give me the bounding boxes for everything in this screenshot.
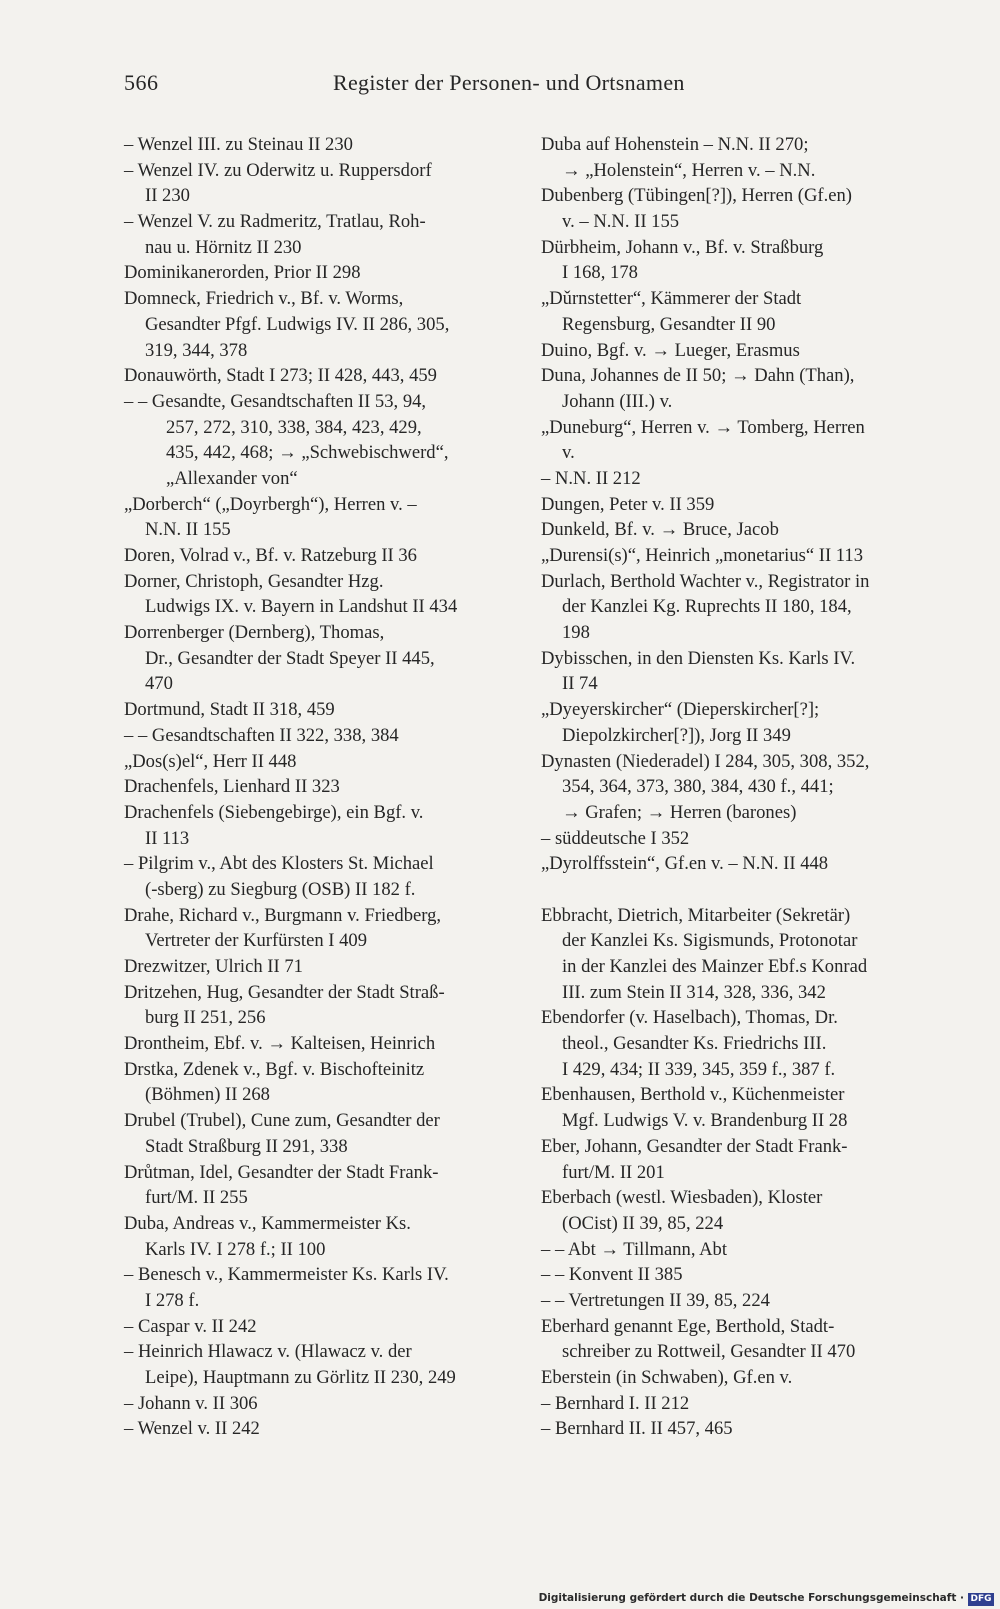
index-entry-line: Durlach, Berthold Wachter v., Registrator in — [541, 570, 870, 592]
index-continuation-line: furt/M. II 255 — [145, 1187, 248, 1209]
index-entry-line: Duino, Bgf. v. → Lueger, Erasmus — [541, 339, 800, 361]
index-entry-line: Drachenfels (Siebengebirge), ein Bgf. v. — [124, 801, 424, 823]
index-continuation-line: Johann (III.) v. — [562, 390, 673, 412]
index-entry-line: – Pilgrim v., Abt des Klosters St. Michael — [124, 853, 434, 875]
index-entry-line: „Dos(s)el“, Herr II 448 — [124, 750, 297, 772]
index-continuation-line: → „Holenstein“, Herren v. – N.N. — [562, 159, 816, 181]
index-entry-line: – Wenzel V. zu Radmeritz, Tratlau, Roh- — [124, 211, 426, 233]
index-entry-line: „Duneburg“, Herren v. → Tomberg, Herren — [541, 416, 865, 438]
index-continuation-line: Mgf. Ludwigs V. v. Brandenburg II 28 — [562, 1110, 848, 1132]
index-continuation-line: Vertreter der Kurfürsten I 409 — [145, 930, 367, 952]
index-entry-line: – Wenzel IV. zu Oderwitz u. Ruppersdorf — [124, 159, 432, 181]
index-continuation-line: „Allexander von“ — [166, 467, 298, 489]
index-entry-line: Drontheim, Ebf. v. → Kalteisen, Heinrich — [124, 1033, 436, 1055]
index-entry-line: Domneck, Friedrich v., Bf. v. Worms, — [124, 288, 404, 310]
index-entry-line: Duba auf Hohenstein – N.N. II 270; — [541, 134, 809, 155]
index-entry-line: – Wenzel III. zu Steinau II 230 — [124, 134, 353, 155]
index-entry-line: – Heinrich Hlawacz v. (Hlawacz v. der — [124, 1341, 412, 1363]
index-continuation-line: burg II 251, 256 — [145, 1007, 266, 1029]
index-continuation-line: I 278 f. — [145, 1289, 200, 1311]
index-continuation-line: → Grafen; → Herren (barones) — [562, 801, 797, 823]
index-entry-line: Drahe, Richard v., Burgmann v. Friedberg, — [124, 904, 442, 926]
index-entry-line: Ebenhausen, Berthold v., Küchenmeister — [541, 1084, 845, 1106]
index-continuation-line: N.N. II 155 — [145, 519, 231, 541]
index-continuation-line: Gesandter Pfgf. Ludwigs IV. II 286, 305, — [145, 313, 450, 335]
index-continuation-line: (-sberg) zu Siegburg (OSB) II 182 f. — [145, 878, 416, 900]
index-entry-line: Ebendorfer (v. Haselbach), Thomas, Dr. — [541, 1007, 838, 1029]
index-continuation-line: furt/M. II 201 — [562, 1161, 665, 1183]
index-continuation-line: 435, 442, 468; → „Schwebischwerd“, — [166, 442, 449, 464]
index-continuation-line: I 429, 434; II 339, 345, 359 f., 387 f. — [562, 1058, 836, 1080]
index-entry-line: Eberbach (westl. Wiesbaden), Kloster — [541, 1187, 823, 1209]
index-entry-line: „Dorberch“ („Doyrbergh“), Herren v. – — [124, 493, 417, 515]
index-entry-line: Dungen, Peter v. II 359 — [541, 493, 715, 515]
page-header — [0, 70, 1000, 110]
index-entry-line: – – Gesandtschaften II 322, 338, 384 — [124, 724, 399, 746]
index-continuation-line: (Böhmen) II 268 — [145, 1084, 270, 1106]
index-continuation-line: v. – N.N. II 155 — [562, 211, 680, 233]
index-entry-line: Duna, Johannes de II 50; → Dahn (Than), — [541, 365, 855, 387]
index-entry-line: Dominikanerorden, Prior II 298 — [124, 262, 361, 284]
section-gap — [541, 877, 936, 903]
index-entry-line: Dürbheim, Johann v., Bf. v. Straßburg — [541, 236, 824, 258]
index-entry-line: – Johann v. II 306 — [124, 1392, 258, 1414]
index-continuation-line: III. zum Stein II 314, 328, 336, 342 — [562, 981, 826, 1003]
index-continuation-line: II 74 — [562, 673, 598, 695]
index-continuation-line: schreiber zu Rottweil, Gesandter II 470 — [562, 1341, 856, 1363]
index-continuation-line: in der Kanzlei des Mainzer Ebf.s Konrad — [562, 956, 868, 977]
index-entry-line: – Wenzel v. II 242 — [124, 1418, 260, 1440]
index-continuation-line: 198 — [562, 622, 590, 644]
index-entry-line: – – Vertretungen II 39, 85, 224 — [541, 1289, 770, 1311]
index-continuation-line: 470 — [145, 673, 173, 695]
index-entry-line: Eberstein (in Schwaben), Gf.en v. — [541, 1367, 793, 1388]
index-entry-line: „Dyeyerskircher“ (Dieperskircher[?]; — [541, 699, 820, 721]
dfg-logo: DFG — [968, 1593, 994, 1606]
index-entry-line: Drůtman, Idel, Gesandter der Stadt Frank- — [124, 1161, 439, 1183]
index-entry-line: „Dyrolffsstein“, Gf.en v. – N.N. II 448 — [541, 853, 829, 875]
index-entry-line: Eber, Johann, Gesandter der Stadt Frank- — [541, 1135, 848, 1157]
index-continuation-line: I 168, 178 — [562, 262, 638, 284]
index-continuation-line: Karls IV. I 278 f.; II 100 — [145, 1238, 326, 1260]
index-continuation-line: II 230 — [145, 185, 190, 207]
index-entry-line: – Bernhard II. II 457, 465 — [541, 1418, 733, 1440]
index-continuation-line: Diepolzkircher[?]), Jorg II 349 — [562, 724, 791, 746]
index-entry-line: Drubel (Trubel), Cune zum, Gesandter der — [124, 1110, 440, 1132]
index-continuation-line: Ludwigs IX. v. Bayern in Landshut II 434 — [145, 596, 458, 618]
index-continuation-line: 354, 364, 373, 380, 384, 430 f., 441; — [562, 776, 834, 798]
index-entry-line: Eberhard genannt Ege, Berthold, Stadt- — [541, 1315, 835, 1337]
index-entry-line: – – Abt → Tillmann, Abt — [541, 1238, 727, 1260]
index-continuation-line: v. — [562, 442, 575, 464]
index-continuation-line: Stadt Straßburg II 291, 338 — [145, 1135, 348, 1157]
index-entry-line: Duba, Andreas v., Kammermeister Ks. — [124, 1212, 411, 1234]
index-continuation-line: der Kanzlei Ks. Sigismunds, Protonotar — [562, 930, 858, 952]
index-entry-line: Dorrenberger (Dernberg), Thomas, — [124, 622, 385, 644]
index-continuation-line: nau u. Hörnitz II 230 — [145, 236, 302, 258]
index-continuation-line: theol., Gesandter Ks. Friedrichs III. — [562, 1033, 827, 1055]
index-entry-line: Dynasten (Niederadel) I 284, 305, 308, 352, — [541, 750, 870, 772]
index-continuation-line: II 113 — [145, 827, 190, 849]
index-entry-line: Drstka, Zdenek v., Bgf. v. Bischofteinitz — [124, 1058, 425, 1080]
index-entry-line: Drezwitzer, Ulrich II 71 — [124, 956, 303, 977]
index-entry-line: – Benesch v., Kammermeister Ks. Karls IV. — [124, 1264, 449, 1286]
running-title: Register der Personen- und Ortsnamen — [333, 70, 685, 95]
index-entry-line: Dortmund, Stadt II 318, 459 — [124, 699, 335, 721]
index-entry-line: – Caspar v. II 242 — [124, 1315, 257, 1337]
index-continuation-line: 257, 272, 310, 338, 384, 423, 429, — [166, 416, 422, 438]
index-entry-line: Ebbracht, Dietrich, Mitarbeiter (Sekretär) — [541, 904, 851, 926]
index-entry-line: „Durensi(s)“, Heinrich „monetarius“ II 113 — [541, 545, 863, 566]
index-entry-line: Donauwörth, Stadt I 273; II 428, 443, 459 — [124, 365, 437, 387]
index-continuation-line: der Kanzlei Kg. Ruprechts II 180, 184, — [562, 596, 852, 618]
index-entry-line: – – Konvent II 385 — [541, 1264, 683, 1286]
index-entry-line: – süddeutsche I 352 — [541, 827, 690, 849]
index-entry-line: Drachenfels, Lienhard II 323 — [124, 776, 340, 798]
index-continuation-line: Leipe), Hauptmann zu Görlitz II 230, 249 — [145, 1367, 456, 1388]
index-entry-line: Dunkeld, Bf. v. → Bruce, Jacob — [541, 519, 779, 541]
index-continuation-line: (OCist) II 39, 85, 224 — [562, 1212, 724, 1234]
index-entry-line: Dritzehen, Hug, Gesandter der Stadt Straß- — [124, 981, 445, 1003]
footer — [0, 1592, 1000, 1609]
right-index-column — [541, 132, 936, 1442]
page-number: 566 — [124, 70, 159, 95]
index-entry-line: – Bernhard I. II 212 — [541, 1392, 690, 1414]
index-entry-line: Dubenberg (Tübingen[?]), Herren (Gf.en) — [541, 185, 852, 207]
index-entry-line: „Dǔrnstetter“, Kämmerer der Stadt — [541, 288, 802, 310]
index-entry-line: – N.N. II 212 — [541, 467, 641, 489]
index-entry-line: Doren, Volrad v., Bf. v. Ratzeburg II 36 — [124, 545, 417, 566]
index-continuation-line: Regensburg, Gesandter II 90 — [562, 313, 776, 335]
index-entry-line: – – Gesandte, Gesandtschaften II 53, 94, — [124, 390, 427, 412]
index-entry-line: Dybisschen, in den Diensten Ks. Karls IV. — [541, 647, 856, 669]
index-continuation-line: 319, 344, 378 — [145, 339, 248, 361]
index-entry-line: Dorner, Christoph, Gesandter Hzg. — [124, 570, 384, 592]
left-index-column — [124, 132, 519, 1442]
footer-credit: Digitalisierung gefördert durch die Deutsche Forschungsgemeinschaft · — [538, 1592, 964, 1604]
index-continuation-line: Dr., Gesandter der Stadt Speyer II 445, — [145, 647, 435, 669]
